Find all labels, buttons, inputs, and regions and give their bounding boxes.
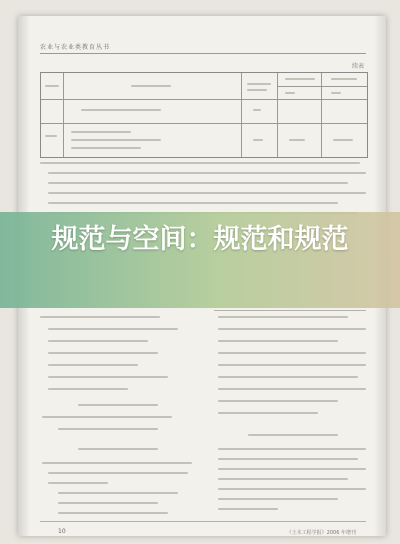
footer-rule (40, 521, 366, 522)
title-overlay-banner (0, 212, 400, 308)
table-continued-label: 续表 (351, 63, 364, 70)
header-rule (40, 53, 366, 54)
table-cell (81, 109, 161, 111)
page-number: 10 (58, 528, 66, 535)
table-cell (253, 139, 263, 141)
table-header-cell (247, 89, 267, 91)
overlay-title: 规范与空间：规范和规范 (51, 224, 349, 255)
footer-journal-text: 《土木工程学报》2006 年增刊 (286, 530, 356, 536)
table-header-cell (285, 78, 315, 80)
table-header-cell (247, 83, 271, 85)
running-header: 农业与农业类教育丛书 (40, 44, 111, 51)
table-cell (289, 139, 305, 141)
data-table (40, 72, 368, 158)
table-header-cell (331, 92, 341, 94)
table-cell (71, 147, 141, 149)
table-cell (45, 135, 57, 137)
table-header-cell (285, 92, 295, 94)
table-cell (253, 109, 261, 111)
table-cell (71, 139, 161, 141)
table-cell (333, 139, 353, 141)
divider (214, 310, 366, 311)
table-header-cell (45, 85, 59, 87)
table-cell (71, 131, 131, 133)
table-header-cell (331, 78, 357, 80)
table-header-cell (131, 85, 171, 87)
